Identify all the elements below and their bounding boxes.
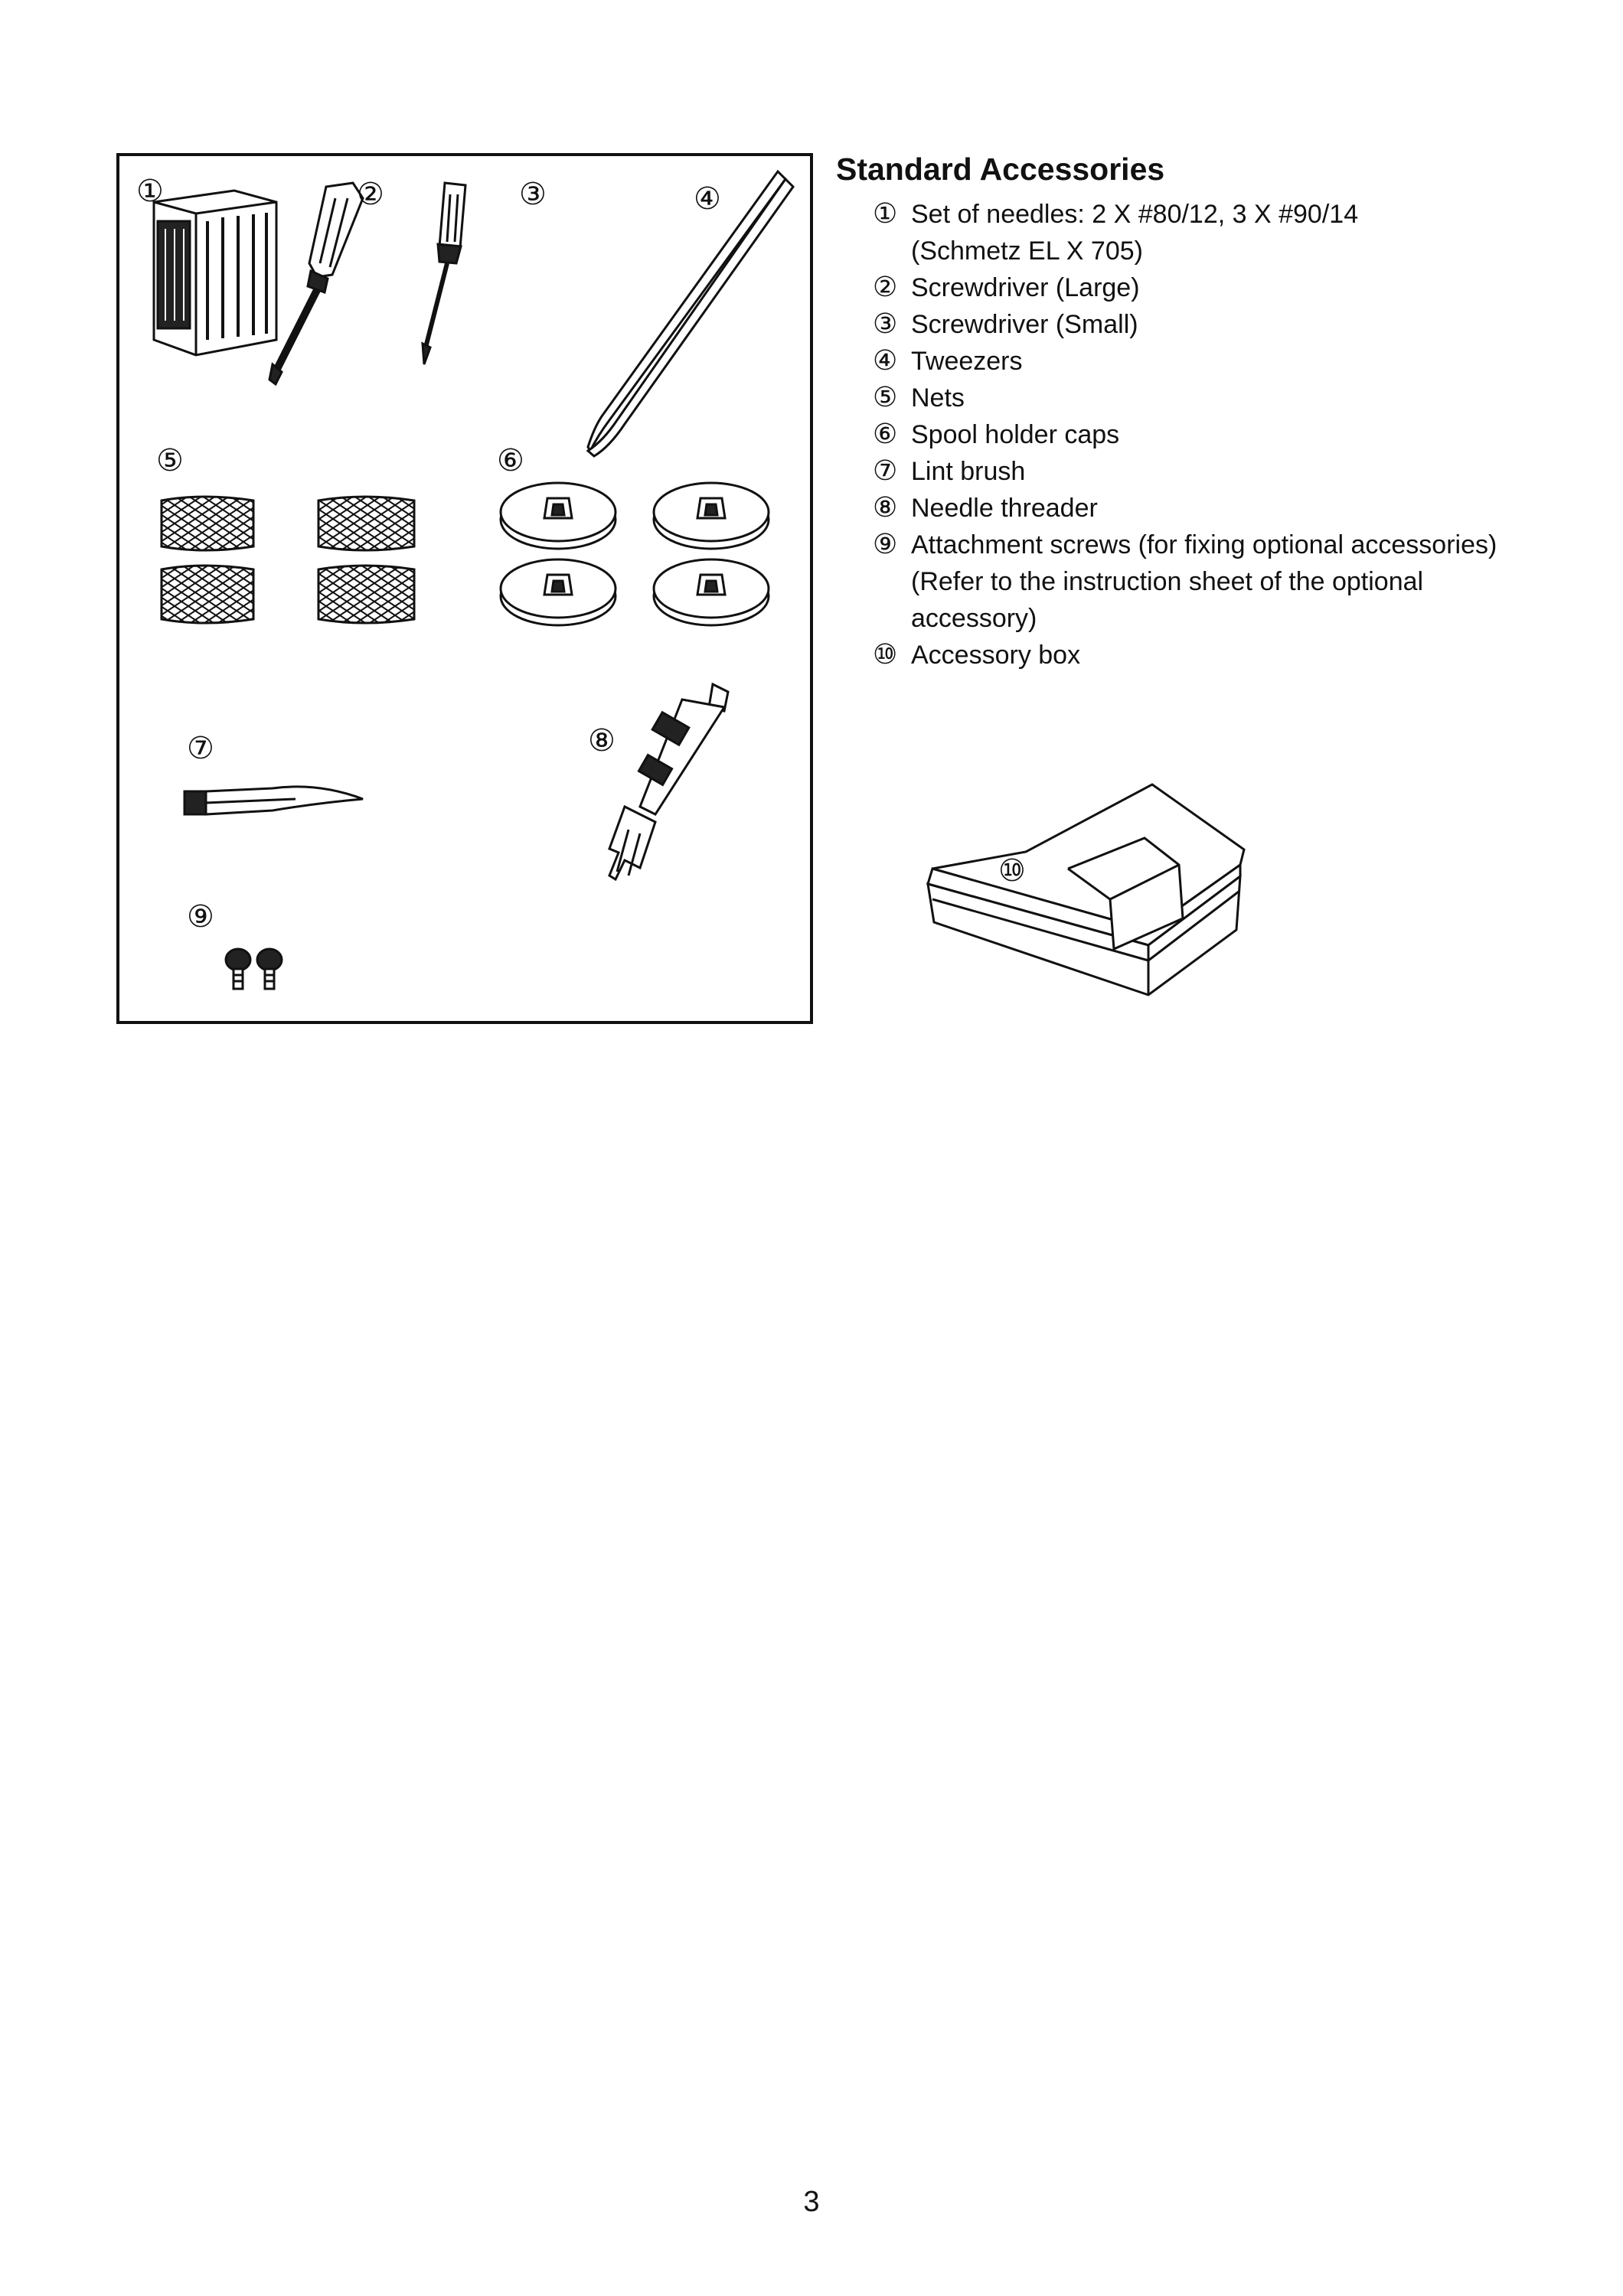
list-item [873,306,1602,343]
item-number: ⑩ [873,639,898,670]
item-number: ③ [873,308,898,340]
item-text: accessory) [911,604,1037,633]
item-text: Accessory box [911,641,1081,670]
accessories-list [836,196,1602,673]
needle-pack-icon [154,191,276,355]
accessories-drawing [119,156,810,1021]
figure-label-8: ⑧ [588,723,616,758]
page-number: 3 [803,2186,820,2218]
item-text: Screwdriver (Small) [911,310,1138,339]
item-text: Needle threader [911,494,1098,523]
spool-caps-icon [501,483,769,625]
figure-label-10: ⑩ [998,853,1026,889]
item-number: ⑧ [873,492,898,523]
figure-label-6: ⑥ [497,443,524,478]
item-text: Tweezers [911,347,1023,376]
item-number: ④ [873,345,898,377]
figure-label-5: ⑤ [156,443,184,478]
screwdriver-small-icon [423,183,465,364]
item-text: (Refer to the instruction sheet of the optional [911,567,1424,596]
lint-brush-icon [185,787,363,814]
item-text: Spool holder caps [911,420,1120,449]
item-number: ① [873,198,898,230]
list-item [873,269,1602,306]
item-text: Lint brush [911,457,1026,486]
item-text: (Schmetz EL X 705) [911,236,1143,266]
figure-label-1: ① [136,174,164,209]
figure-label-2: ② [357,177,384,212]
item-text: Attachment screws (for fixing optional accessories) [911,530,1497,559]
list-item [873,380,1602,416]
nets-icon [162,497,414,623]
figure-label-3: ③ [519,177,547,212]
item-number: ⑨ [873,529,898,560]
figure-label-9: ⑨ [187,899,214,934]
item-number: ⑤ [873,382,898,413]
item-text: Set of needles: 2 X #80/12, 3 X #90/14 [911,200,1359,229]
accessory-box-icon [919,777,1271,1014]
item-text: Nets [911,383,965,413]
list-item [873,343,1602,380]
tweezers-icon [588,171,793,456]
list-item [873,637,1602,673]
item-number: ⑥ [873,419,898,450]
screwdriver-large-icon [269,183,363,384]
item-text: Screwdriver (Large) [911,273,1140,302]
list-item [873,416,1602,453]
figure-label-4: ④ [694,181,721,217]
standard-accessories-section [836,150,1602,673]
attachment-screws-icon [226,949,282,989]
list-item [873,490,1602,527]
section-title: Standard Accessories [836,152,1165,187]
list-item [873,453,1602,490]
list-item [873,196,1602,269]
item-number: ⑦ [873,455,898,487]
accessory-box-illustration [919,777,1271,1014]
item-number: ② [873,272,898,303]
needle-threader-icon [609,684,728,879]
accessories-illustration [116,153,813,1024]
list-item [873,527,1602,637]
figure-label-7: ⑦ [187,731,214,766]
